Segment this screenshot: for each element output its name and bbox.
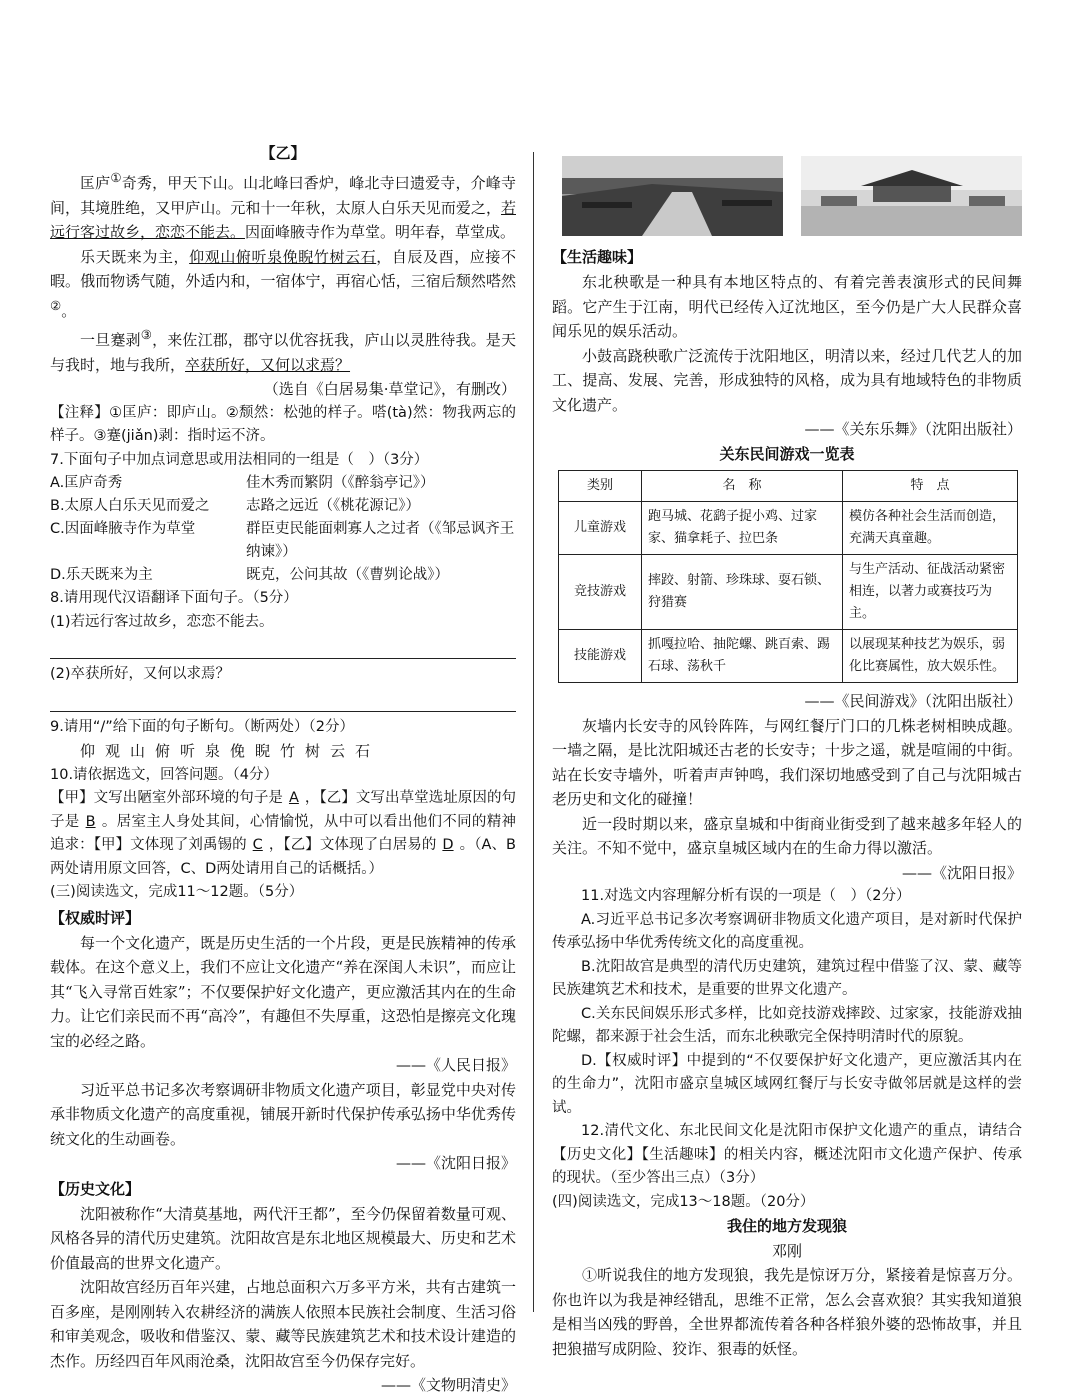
question-8-part-1: (1)若远行客过故乡，恋恋不能去。 xyxy=(50,613,274,630)
left-column xyxy=(50,140,516,1398)
table-source: ——《民间游戏》（沈阳出版社） xyxy=(804,692,1022,710)
table-row: 竞技游戏 摔跤、射箭、珍珠球、耍石锁、狩猎赛 与生产活动、征战活动紧密相连，以著力或赛技巧为主。 xyxy=(559,555,1018,630)
question-8: 8.请用现代汉语翻译下面句子。（5分） xyxy=(50,590,298,606)
table-row: 儿童游戏 跑马城、花鹞子捉小鸡、过家家、猫拿耗子、拉巴条 模仿各种社会生活而创造，充满天真童趣。 xyxy=(559,502,1018,555)
column-divider xyxy=(533,152,534,1312)
question-7: 7.下面句子中加点词意思或用法相同的一组是（ ）（3分） xyxy=(50,451,429,468)
question-7-options xyxy=(50,472,516,587)
photo-strip xyxy=(562,156,1022,236)
question-9: 9.请用“/”给下面的句子断句。（断两处）（2分） xyxy=(50,718,354,735)
story-title: 我住的地方发现狼 xyxy=(726,1217,847,1235)
temple-paragraph-2: 近一段时期以来，盛京皇城和中街商业街受到了越来越多年轻人的关注。不知不觉中，盛京皇城区域内在的生命力得以激活。 xyxy=(552,814,1022,857)
story-author: 邓刚 xyxy=(771,1241,802,1260)
palace-rooftops-photo xyxy=(562,156,783,236)
question-11-option-a: A.习近平总书记多次考察调研非物质文化遗产项目，是对新时代保护传承弘扬中华优秀传统文化的高度重视。 xyxy=(552,911,1022,951)
question-8-part-2: (2)卒获所好，又何以求焉？ xyxy=(50,666,231,682)
question-11-option-b: B.沈阳故宫是典型的清代历史建筑，建筑过程中借鉴了汉、蒙、藏等民族建筑艺术和技术，是重要的世界文化遗产。 xyxy=(552,958,1022,998)
palace-hall-photo xyxy=(801,156,1022,236)
section-3-instruction: (三)阅读选文，完成11～12题。（5分） xyxy=(50,884,304,900)
yi-source: （选自《白居易集·草堂记》，有删改） xyxy=(263,380,516,398)
section-4-instruction: (四)阅读选文，完成13～18题。（20分） xyxy=(552,1193,815,1210)
authority-paragraph-1: 每一个文化遗产，既是历史生活的一个片段，更是民族精神的传承载体。在这个意义上，我们不应让文化遗产“养在深闺人未识”，而应让其“飞入寻常百姓家”；不仅要保护好文化遗产，更应激活其内在的生命力。让它们亲民而不再“高冷”，有趣但不失厚重，这恐怕是擦亮文化瑰宝的必经之路。 xyxy=(50,933,516,1050)
history-paragraph-2: 沈阳故宫经历百年兴建，占地总面积六万多平方米，共有古建筑一百多座，是刚刚转入农耕经济的满族人依照本民族社会制度、生活习俗和审美观念，吸收和借鉴汉、蒙、藏等民族建筑艺术和技术设计建造的杰作。历经四百年风雨沧桑，沈阳故宫至今仍保存完好。 xyxy=(50,1278,516,1370)
q7-option-b-right: 志路之远近（《桃花源记》） xyxy=(246,498,420,514)
annotation-note: 【注释】①匡庐：即庐山。②颓然：松弛的样子。嗒(tà)然：物我两忘的样子。③蹇(jiǎn)剥：指时运不济。 xyxy=(50,404,516,444)
heading-life: 【生活趣味】 xyxy=(552,248,643,266)
life-source: ——《关东乐舞》（沈阳出版社） xyxy=(804,420,1022,438)
right-column xyxy=(552,140,1022,1361)
question-12: 12.清代文化、东北民间文化是沈阳市保护文化遗产的重点，请结合【历史文化】【生活趣味】的相关内容，概述沈阳市文化遗产保护、传承的现状。（至少答出三点）（3分） xyxy=(552,1123,1022,1186)
heading-authority: 【权威时评】 xyxy=(50,908,141,927)
history-paragraph-1: 沈阳被称作“大清莫基地，两代汗王都”，至今仍保留着数量可观、风格各异的清代历史建筑。沈阳故宫是东北地区规模最大、历史和艺术价值最高的世界文化遗产。 xyxy=(50,1204,516,1272)
question-9-sentence: 仰观山俯听泉俛睨竹树云石 xyxy=(80,742,381,760)
history-source: ——《文物明清史》 xyxy=(380,1376,516,1394)
games-table-title: 关东民间游戏一览表 xyxy=(719,444,855,463)
question-10: 10.请依据选文，回答问题。（4分） xyxy=(50,766,279,783)
authority-source-1: ——《人民日报》 xyxy=(395,1056,516,1074)
question-10-body: 【甲】文写出陋室外部环境的句子是 A ，【乙】文写出草堂选址原因的句子是 B 。居室主人身处其间，心情愉悦，从中可以看出他们不同的精神追求：【甲】文体现了刘禹锡的 C ，【乙】文体现了白居易的 D 。（A、B两处请用原文回答，C、D两处请用自己的话概括。） xyxy=(50,790,517,877)
question-11-option-c: C.关东民间娱乐形式多样，比如竞技游戏摔跤、过家家，技能游戏抽陀螺，都来源于社会生活，而东北秧歌完全保持明清时代的原貌。 xyxy=(552,1005,1022,1045)
answer-line[interactable] xyxy=(50,689,516,712)
games-table xyxy=(558,470,1018,683)
q7-option-c-right: 群臣吏民能面刺寡人之过者（《邹忌讽齐王纳谏》） xyxy=(246,521,515,560)
q7-option-d-left: D.乐天既来为主 xyxy=(50,567,153,583)
answer-line[interactable] xyxy=(50,636,516,659)
table-row: 技能游戏 抓嘎拉哈、抽陀螺、跳百索、踢石球、荡秋千 以展现某种技艺为娱乐，弱化比赛属性，放大娱乐性。 xyxy=(559,630,1018,683)
table-header: 名 称 xyxy=(642,471,843,502)
temple-source: ——《沈阳日报》 xyxy=(901,863,1022,882)
question-11: 11.对选文内容理解分析有误的一项是（ ）（2分） xyxy=(581,888,911,904)
life-paragraph-2: 小鼓高跷秧歌广泛流传于沈阳地区，明清以来，经过几代艺人的加工、提高、发展、完善，形成独特的风格，成为具有地域特色的非物质文化遗产。 xyxy=(552,346,1022,414)
yi-paragraph-1: 匡庐①奇秀，甲天下山。山北峰曰香炉，峰北寺曰遗爱寺，介峰寺间，其境胜绝，又甲庐山。元和十一年秋，太原人白乐天见而爱之，若远行客过故乡，恋恋不能去。因面峰腋寺作为草堂。明年春，草堂成。 xyxy=(50,170,516,241)
yi-paragraph-3: 一旦蹇剥③，来佐江郡，郡守以优容抚我，庐山以灵胜待我。是天与我时，地与我所，卒获所好，又何以求焉？ xyxy=(50,327,516,374)
q7-option-d-right: 既克，公问其故（《曹刿论战》） xyxy=(246,567,449,583)
temple-paragraph-1: 灰墙内长安寺的风铃阵阵，与网红餐厅门口的几株老树相映成趣。一墙之隔，是比沈阳城还古老的长安寺；十步之遥，就是喧闹的中街。站在长安寺墙外，听着声声钟鸣，我们深切地感受到了自己与沈阳城古老历史和文化的碰撞！ xyxy=(552,716,1022,808)
authority-source-2: ——《沈阳日报》 xyxy=(395,1154,516,1172)
q7-option-a-left: A.匡庐奇秀 xyxy=(50,475,123,491)
table-header: 类别 xyxy=(559,471,642,502)
story-paragraph-1: ①听说我住的地方发现狼，我先是惊讶万分，紧接着是惊喜万分。你也许以为我是神经错乱，思维不正常，怎么会喜欢狼？其实我知道狼是相当凶残的野兽，全世界都流传着各种各样狼外婆的恐怖故事，并且把狼描写成阴险、狡诈、狠毒的妖怪。 xyxy=(552,1266,1022,1358)
q7-option-a-right: 佳木秀而繁阴（《醉翁亭记》） xyxy=(246,475,435,491)
yi-paragraph-2: 乐天既来为主，仰观山俯听泉俛睨竹树云石，自辰及酉，应接不暇。俄而物诱气随，外适内和，一宿体宁，再宿心恬，三宿后颓然嗒然②。 xyxy=(50,247,516,320)
life-paragraph-1: 东北秧歌是一种具有本地区特点的、有着完善表演形式的民间舞蹈。它产生于江南，明代已经传入辽沈地区，至今仍是广大人民群众喜闻乐见的娱乐活动。 xyxy=(552,273,1022,340)
section-title-yi: 【乙】 xyxy=(260,144,306,162)
heading-history: 【历史文化】 xyxy=(50,1179,141,1198)
q7-option-b-left: B.太原人白乐天见而爱之 xyxy=(50,498,210,514)
authority-paragraph-2: 习近平总书记多次考察调研非物质文化遗产项目，彰显党中央对传承非物质文化遗产的高度重视，铺展开新时代保护传承弘扬中华优秀传统文化的生动画卷。 xyxy=(50,1080,516,1148)
q7-option-c-left: C.因面峰腋寺作为草堂 xyxy=(50,521,196,537)
question-11-option-d: D.【权威时评】中提到的“不仅要保护好文化遗产，更应激活其内在的生命力”，沈阳市盛京皇城区域网红餐厅与长安寺做邻居就是这样的尝试。 xyxy=(552,1052,1022,1116)
table-header: 特 点 xyxy=(843,471,1018,502)
